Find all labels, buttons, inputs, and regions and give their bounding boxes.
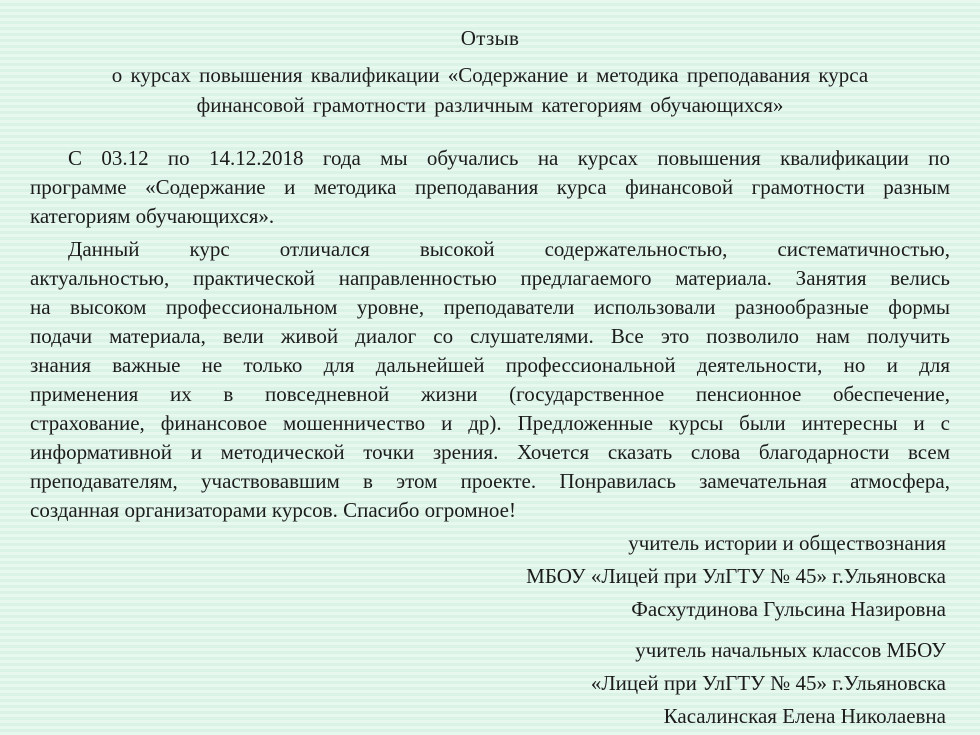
paragraph-line: категориям обучающихся». bbox=[30, 204, 275, 228]
signature-block-history-teacher bbox=[30, 527, 950, 626]
paragraph-line: подачи материала, вели живой диалог со слушателями. Все это позволило нам получить bbox=[30, 324, 950, 348]
paragraph-line: Данный курс отличался высокой содержательностью, систематичностью, bbox=[68, 237, 950, 261]
document-subtitle bbox=[30, 60, 950, 120]
paragraph-course-dates bbox=[30, 144, 950, 231]
signature-role: учитель истории и обществознания bbox=[628, 531, 946, 555]
subtitle-line: о курсах повышения квалификации «Содержание и методика преподавания курса bbox=[111, 63, 869, 87]
paragraph-line: на высоком профессиональном уровне, преподаватели использовали разнообразные формы bbox=[30, 295, 950, 319]
paragraph-line: созданная организаторами курсов. Спасибо огромное! bbox=[30, 498, 516, 522]
paragraph-line: актуальностью, практической направленностью предлагаемого материала. Занятия велись bbox=[30, 266, 950, 290]
paragraph-line: страхование, финансовое мошенничество и др). Предложенные курсы были интересны и с bbox=[30, 411, 950, 435]
signature-role: учитель начальных классов МБОУ bbox=[635, 638, 946, 662]
paragraph-line: применения их в повседневной жизни (государственное пенсионное обеспечение, bbox=[30, 382, 950, 406]
paragraph-line: С 03.12 по 14.12.2018 года мы обучались на курсах повышения квалификации по bbox=[68, 146, 950, 170]
document-title: Отзыв bbox=[460, 26, 520, 50]
signature-block-primary-teacher bbox=[30, 634, 950, 733]
paragraph-line: информативной и методической точки зрения. Хочется сказать слова благодарности всем bbox=[30, 440, 950, 464]
signature-name: Фасхутдинова Гульсина Назировна bbox=[631, 597, 946, 621]
paragraph-line: программе «Содержание и методика преподавания курса финансовой грамотности разным bbox=[30, 175, 950, 199]
signature-school: «Лицей при УлГТУ № 45» г.Ульяновска bbox=[590, 671, 946, 695]
paragraph-line: знания важные не только для дальнейшей профессиональной деятельности, но и для bbox=[30, 353, 950, 377]
signature-name: Касалинская Елена Николаевна bbox=[663, 704, 946, 728]
subtitle-line: финансовой грамотности различным категориям обучающихся» bbox=[196, 93, 784, 117]
paragraph-course-review bbox=[30, 235, 950, 525]
paragraph-line: преподавателям, участвовавшим в этом проекте. Понравилась замечательная атмосфера, bbox=[30, 469, 950, 493]
signature-school: МБОУ «Лицей при УлГТУ № 45» г.Ульяновска bbox=[526, 564, 946, 588]
